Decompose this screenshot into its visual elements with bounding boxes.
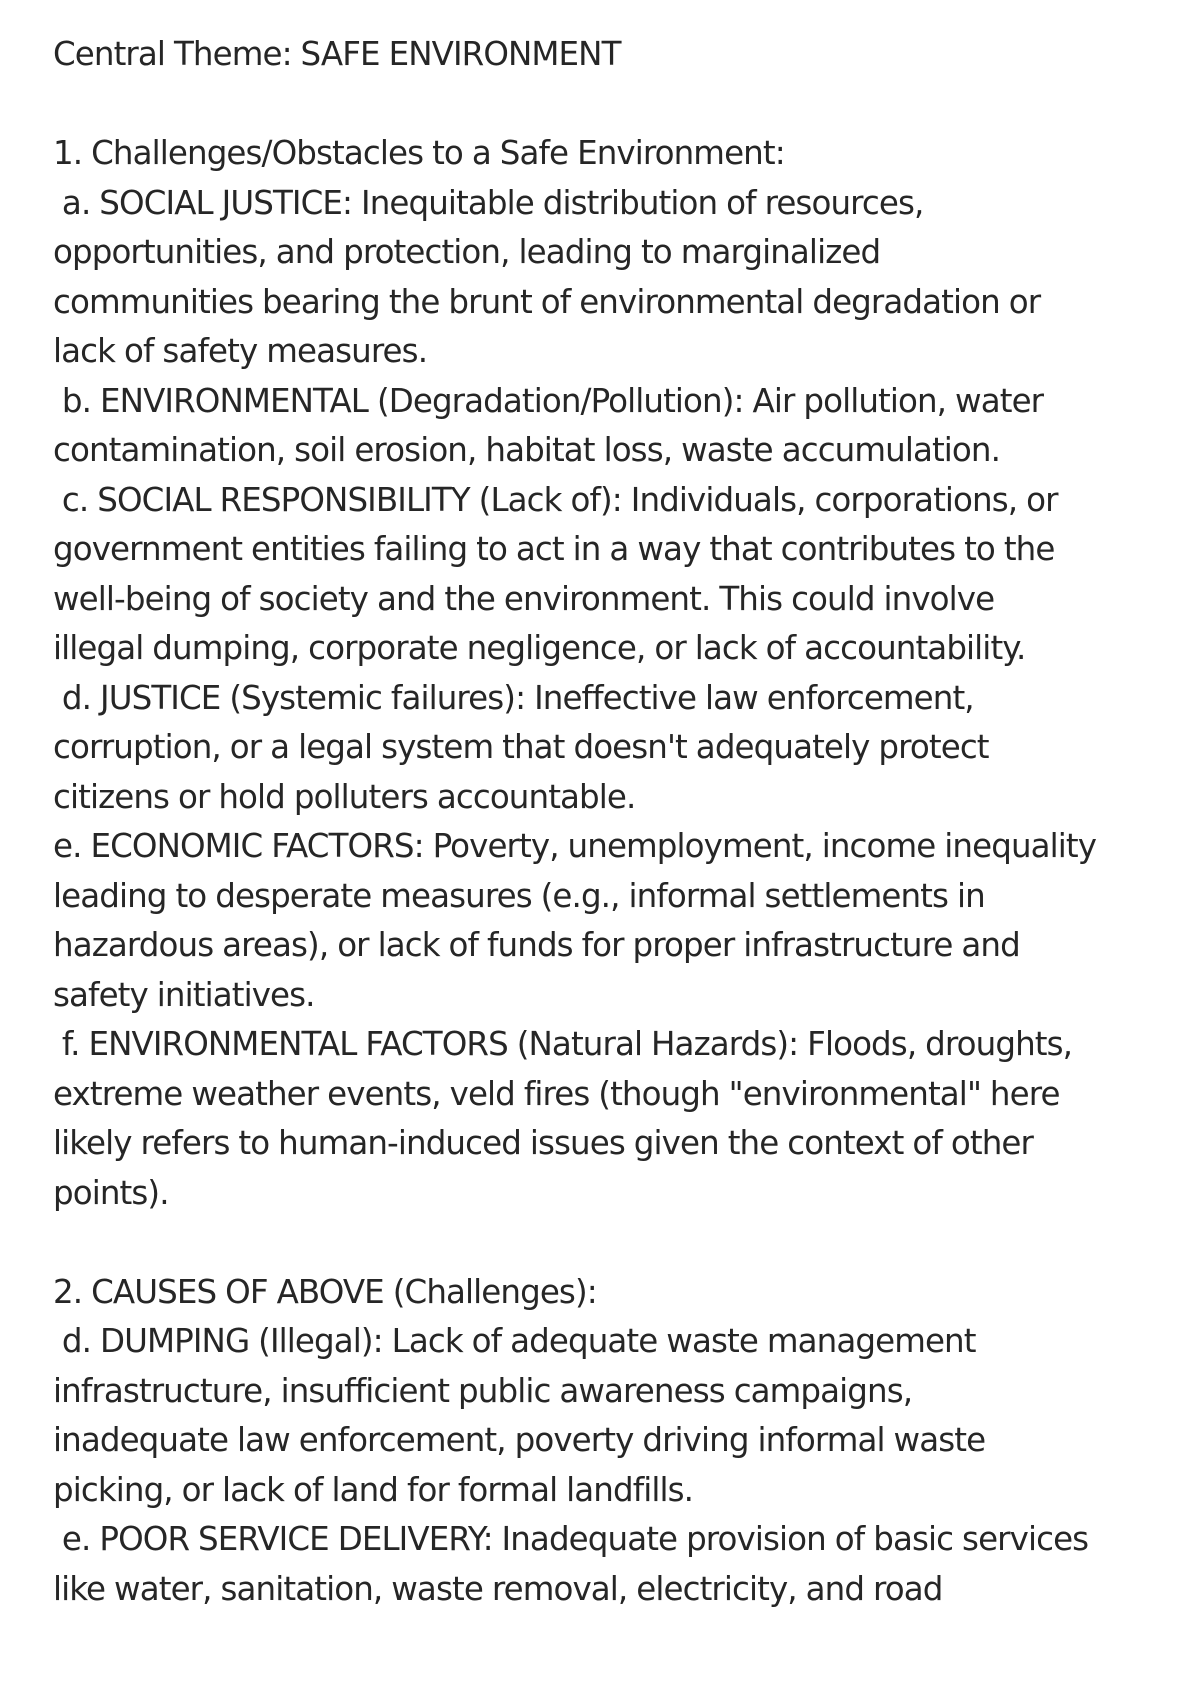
blank-line	[53, 80, 1173, 130]
text-line: points).	[53, 1173, 169, 1212]
text-line: inadequate law enforcement, poverty driving informal waste	[53, 1421, 986, 1459]
challenge-item-social-justice	[53, 179, 1173, 377]
text-line: contamination, soil erosion, habitat loss, waste accumulation.	[53, 431, 1001, 469]
text-line: leading to desperate measures (e.g., informal settlements in	[53, 876, 985, 915]
challenge-item-social-responsibility	[53, 476, 1173, 674]
text-line: d. JUSTICE (Systemic failures): Ineffective law enforcement,	[53, 678, 974, 717]
challenge-item-economic-factors	[53, 822, 1173, 1020]
challenge-item-environmental	[53, 377, 1173, 476]
text-line: government entities failing to act in a way that contributes to the	[53, 530, 1055, 568]
text-line: opportunities, and protection, leading to marginalized	[53, 233, 881, 271]
text-line: citizens or hold polluters accountable.	[53, 777, 636, 816]
section-heading-causes: 2. CAUSES OF ABOVE (Challenges):	[53, 1272, 597, 1311]
text-line: illegal dumping, corporate negligence, or lack of accountability.	[53, 629, 1026, 667]
text-line: e. POOR SERVICE DELIVERY: Inadequate provision of basic services	[53, 1520, 1089, 1558]
text-line: c. SOCIAL RESPONSIBILITY (Lack of): Individuals, corporations, or	[53, 480, 1058, 519]
text-line: b. ENVIRONMENTAL (Degradation/Pollution): Air pollution, water	[53, 381, 1044, 420]
text-line: like water, sanitation, waste removal, electricity, and road	[53, 1569, 943, 1608]
text-line: extreme weather events, veld fires (though "environmental" here	[53, 1074, 1060, 1113]
central-theme-title: Central Theme: SAFE ENVIRONMENT	[53, 35, 621, 73]
text-line: infrastructure, insufficient public awareness campaigns,	[53, 1371, 913, 1410]
cause-item-dumping	[53, 1317, 1173, 1515]
text-line: picking, or lack of land for formal landfills.	[53, 1470, 694, 1509]
text-line: a. SOCIAL JUSTICE: Inequitable distribution of resources,	[53, 183, 924, 222]
text-line: lack of safety measures.	[53, 332, 428, 370]
challenge-item-environmental-factors	[53, 1020, 1173, 1218]
text-line: well-being of society and the environment. This could involve	[53, 579, 995, 618]
text-line: hazardous areas), or lack of funds for proper infrastructure and	[53, 926, 1020, 964]
document-body	[53, 30, 1173, 1614]
section-challenges	[53, 129, 1173, 1218]
text-line: corruption, or a legal system that doesn't adequately protect	[53, 728, 989, 766]
text-line: d. DUMPING (Illegal): Lack of adequate waste management	[53, 1322, 976, 1360]
cause-item-poor-service-delivery	[53, 1515, 1173, 1614]
text-line: e. ECONOMIC FACTORS: Poverty, unemployment, income inequality	[53, 827, 1097, 865]
text-line: f. ENVIRONMENTAL FACTORS (Natural Hazards): Floods, droughts,	[53, 1025, 1073, 1063]
blank-line	[53, 1218, 1173, 1268]
text-line: safety initiatives.	[53, 975, 315, 1014]
text-line: communities bearing the brunt of environmental degradation or	[53, 282, 1041, 321]
text-line: likely refers to human-induced issues given the context of other	[53, 1124, 1033, 1162]
section-causes	[53, 1268, 1173, 1615]
section-heading-challenges: 1. Challenges/Obstacles to a Safe Environment:	[53, 134, 785, 172]
challenge-item-justice	[53, 674, 1173, 823]
